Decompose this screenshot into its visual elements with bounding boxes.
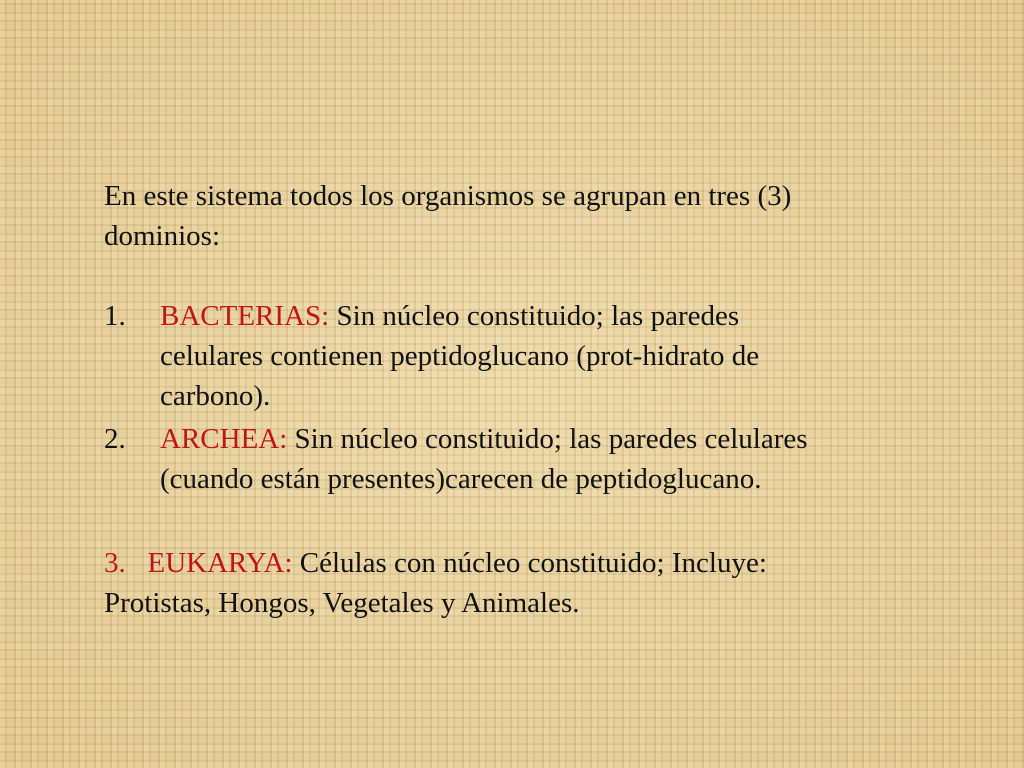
item-3-line-1: [104, 543, 767, 583]
item-1-number: 1.: [104, 300, 126, 332]
item-1-text-1: Sin núcleo constituido; las paredes: [336, 300, 740, 332]
item-1-term: BACTERIAS:: [160, 300, 330, 332]
item-1-line-3: carbono).: [160, 380, 271, 412]
item-3-line-2: Protistas, Hongos, Vegetales y Animales.: [104, 587, 580, 619]
item-3-text-1: Células con núcleo constituido; Incluye:: [299, 547, 767, 579]
item-1-line-2: celulares contienen peptidoglucano (prot-hidrato de: [160, 340, 760, 372]
intro-line-1: En este sistema todos los organismos se agrupan en tres (3): [104, 180, 792, 212]
item-3-number: 3.: [104, 547, 126, 579]
item-1-line-1: [160, 296, 739, 336]
item-3-term: EUKARYA:: [147, 547, 293, 579]
item-2-term: ARCHEA:: [160, 423, 288, 455]
intro-line-2: dominios:: [104, 220, 221, 252]
item-2-line-1: [160, 419, 808, 459]
item-2-text-1: Sin núcleo constituido; las paredes celulares: [294, 423, 808, 455]
item-2-number: 2.: [104, 423, 126, 455]
item-2-line-2: (cuando están presentes)carecen de peptidoglucano.: [160, 463, 762, 495]
